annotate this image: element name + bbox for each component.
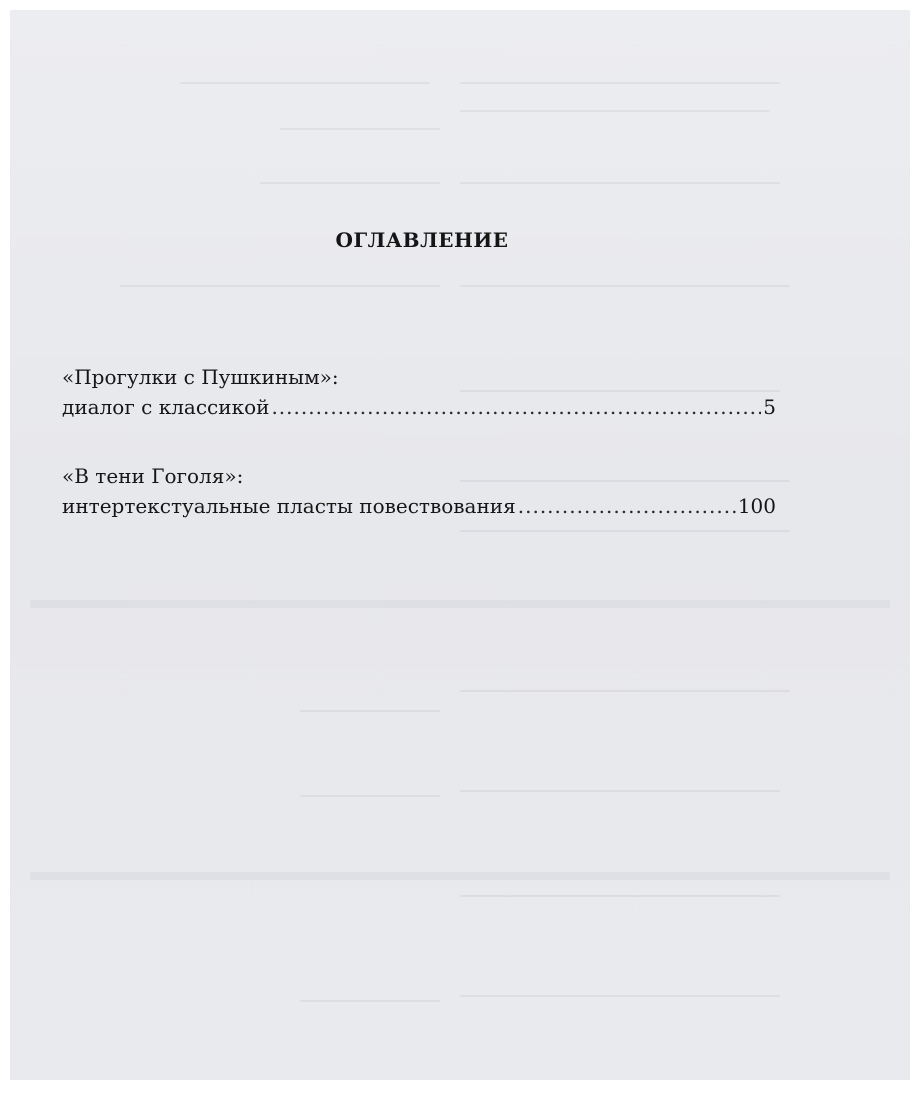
bleed-through-mark	[460, 182, 780, 184]
toc-entry-subtitle: интертекстуальные пласты повествования	[62, 494, 516, 518]
bleed-through-mark	[460, 995, 780, 997]
toc-page-number: 5	[763, 395, 776, 419]
toc-entry-subtitle: диалог с классикой	[62, 395, 270, 419]
toc-title: ОГЛАВЛЕНИЕ	[335, 228, 509, 252]
bleed-through-mark	[460, 285, 790, 287]
book-page	[10, 10, 910, 1080]
bleed-through-mark	[300, 795, 440, 797]
dot-leader	[518, 491, 736, 521]
toc-page-number: 100	[737, 494, 776, 518]
bleed-through-mark	[460, 895, 780, 897]
bleed-through-mark	[300, 710, 440, 712]
toc-entry-title-line: «В тени Гоголя»:	[62, 464, 244, 488]
dot-leader	[271, 392, 761, 422]
bleed-through-mark	[460, 790, 780, 792]
bleed-through-mark	[120, 285, 440, 287]
bleed-through-mark	[460, 110, 770, 112]
bleed-through-mark	[180, 82, 430, 84]
bleed-through-mark	[460, 530, 790, 532]
bleed-through-mark	[30, 600, 890, 608]
bleed-through-mark	[260, 182, 440, 184]
bleed-through-mark	[460, 690, 790, 692]
toc-entry[interactable]	[62, 362, 776, 422]
toc-entry-leader-line	[62, 491, 776, 521]
bleed-through-mark	[30, 872, 890, 880]
toc-entry-leader-line	[62, 392, 776, 422]
bleed-through-mark	[460, 82, 780, 84]
toc-entry-title-line: «Прогулки с Пушкиным»:	[62, 365, 339, 389]
toc-entry[interactable]	[62, 461, 776, 521]
bleed-through-mark	[280, 128, 440, 130]
bleed-through-mark	[300, 1000, 440, 1002]
